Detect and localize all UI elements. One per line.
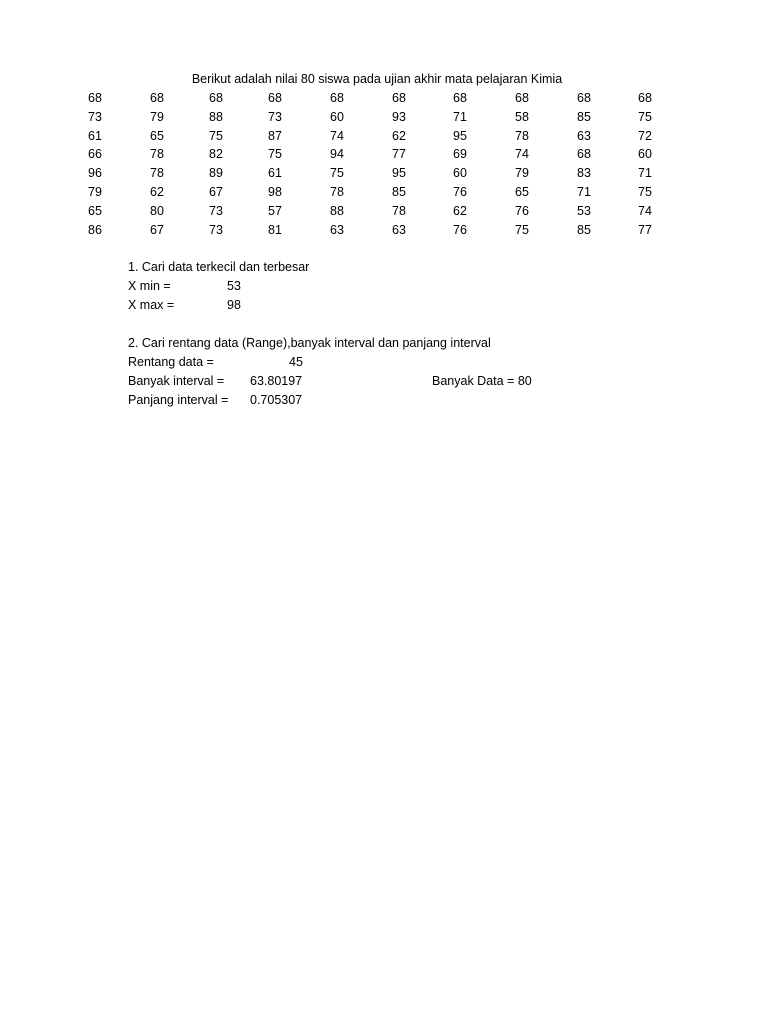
table-cell: 74	[515, 147, 529, 162]
table-cell: 94	[330, 147, 344, 162]
table-cell: 71	[577, 184, 591, 199]
table-cell: 88	[209, 109, 223, 124]
range-value: 45	[289, 355, 303, 369]
section1-heading: 1. Cari data terkecil dan terbesar	[128, 260, 310, 274]
table-cell: 66	[88, 147, 102, 162]
table-cell: 71	[638, 166, 652, 181]
table-cell: 95	[453, 128, 467, 143]
table-cell: 85	[577, 222, 591, 237]
table-cell: 79	[88, 184, 102, 199]
table-cell: 78	[392, 203, 406, 218]
table-cell: 68	[638, 91, 652, 105]
table-cell: 95	[392, 166, 406, 181]
table-cell: 67	[150, 222, 164, 237]
table-cell: 77	[392, 147, 406, 162]
table-cell: 85	[392, 184, 406, 199]
table-cell: 74	[330, 128, 344, 143]
table-cell: 61	[88, 128, 102, 143]
table-cell: 75	[330, 166, 344, 181]
table-cell: 53	[577, 203, 591, 218]
table-cell: 73	[268, 109, 282, 124]
table-cell: 75	[638, 184, 652, 199]
table-cell: 72	[638, 128, 652, 143]
table-cell: 57	[268, 203, 282, 218]
table-cell: 63	[392, 222, 406, 237]
table-cell: 67	[209, 184, 223, 199]
table-cell: 86	[88, 222, 102, 237]
table-cell: 68	[515, 91, 529, 105]
table-cell: 82	[209, 147, 223, 162]
interval-length-label: Panjang interval =	[128, 393, 229, 407]
table-cell: 68	[209, 91, 223, 105]
table-cell: 68	[268, 91, 282, 105]
table-cell: 89	[209, 166, 223, 181]
table-cell: 68	[453, 91, 467, 105]
interval-count-value: 63.80197	[250, 374, 303, 388]
table-cell: 75	[638, 109, 652, 124]
table-cell: 88	[330, 203, 344, 218]
table-cell: 74	[638, 203, 652, 218]
interval-length-value: 0.705307	[250, 393, 303, 407]
table-cell: 76	[453, 184, 467, 199]
table-cell: 81	[268, 222, 282, 237]
table-cell: 75	[515, 222, 529, 237]
interval-count-label: Banyak interval =	[128, 374, 225, 388]
document-title: Berikut adalah nilai 80 siswa pada ujian akhir mata pelajaran Kimia	[191, 72, 563, 86]
table-cell: 73	[209, 203, 223, 218]
table-cell: 93	[392, 109, 406, 124]
table-cell: 65	[515, 184, 529, 199]
table-cell: 68	[330, 91, 344, 105]
table-cell: 68	[577, 147, 591, 162]
table-cell: 60	[453, 166, 467, 181]
table-cell: 60	[638, 147, 652, 162]
range-label: Rentang data =	[128, 355, 214, 369]
table-cell: 75	[268, 147, 282, 162]
table-cell: 73	[209, 222, 223, 237]
table-cell: 85	[577, 109, 591, 124]
table-cell: 68	[577, 91, 591, 105]
table-cell: 63	[330, 222, 344, 237]
table-cell: 83	[577, 166, 591, 181]
table-cell: 71	[453, 109, 467, 124]
xmax-value: 98	[227, 298, 241, 312]
table-cell: 80	[150, 203, 164, 218]
table-cell: 79	[515, 166, 529, 181]
table-cell: 60	[330, 109, 344, 124]
table-cell: 78	[515, 128, 529, 143]
table-cell: 73	[88, 109, 102, 124]
table-cell: 68	[150, 91, 164, 105]
table-cell: 78	[150, 147, 164, 162]
data-count-text: Banyak Data = 80	[432, 374, 532, 388]
table-cell: 58	[515, 109, 529, 124]
xmin-label: X min =	[128, 279, 171, 293]
table-cell: 98	[268, 184, 282, 199]
xmin-value: 53	[227, 279, 241, 293]
table-cell: 76	[515, 203, 529, 218]
table-cell: 76	[453, 222, 467, 237]
table-cell: 75	[209, 128, 223, 143]
xmax-label: X max =	[128, 298, 175, 312]
table-cell: 62	[453, 203, 467, 218]
table-cell: 69	[453, 147, 467, 162]
section2-heading: 2. Cari rentang data (Range),banyak interval dan panjang interval	[128, 336, 491, 350]
table-cell: 77	[638, 222, 652, 237]
table-cell: 78	[330, 184, 344, 199]
table-cell: 68	[88, 91, 102, 105]
table-cell: 78	[150, 166, 164, 181]
table-cell: 61	[268, 166, 282, 181]
table-cell: 68	[392, 91, 406, 105]
table-cell: 65	[150, 128, 164, 143]
table-cell: 96	[88, 166, 102, 181]
table-cell: 87	[268, 128, 282, 143]
table-cell: 65	[88, 203, 102, 218]
table-cell: 63	[577, 128, 591, 143]
table-cell: 79	[150, 109, 164, 124]
table-cell: 62	[150, 184, 164, 199]
table-cell: 62	[392, 128, 406, 143]
